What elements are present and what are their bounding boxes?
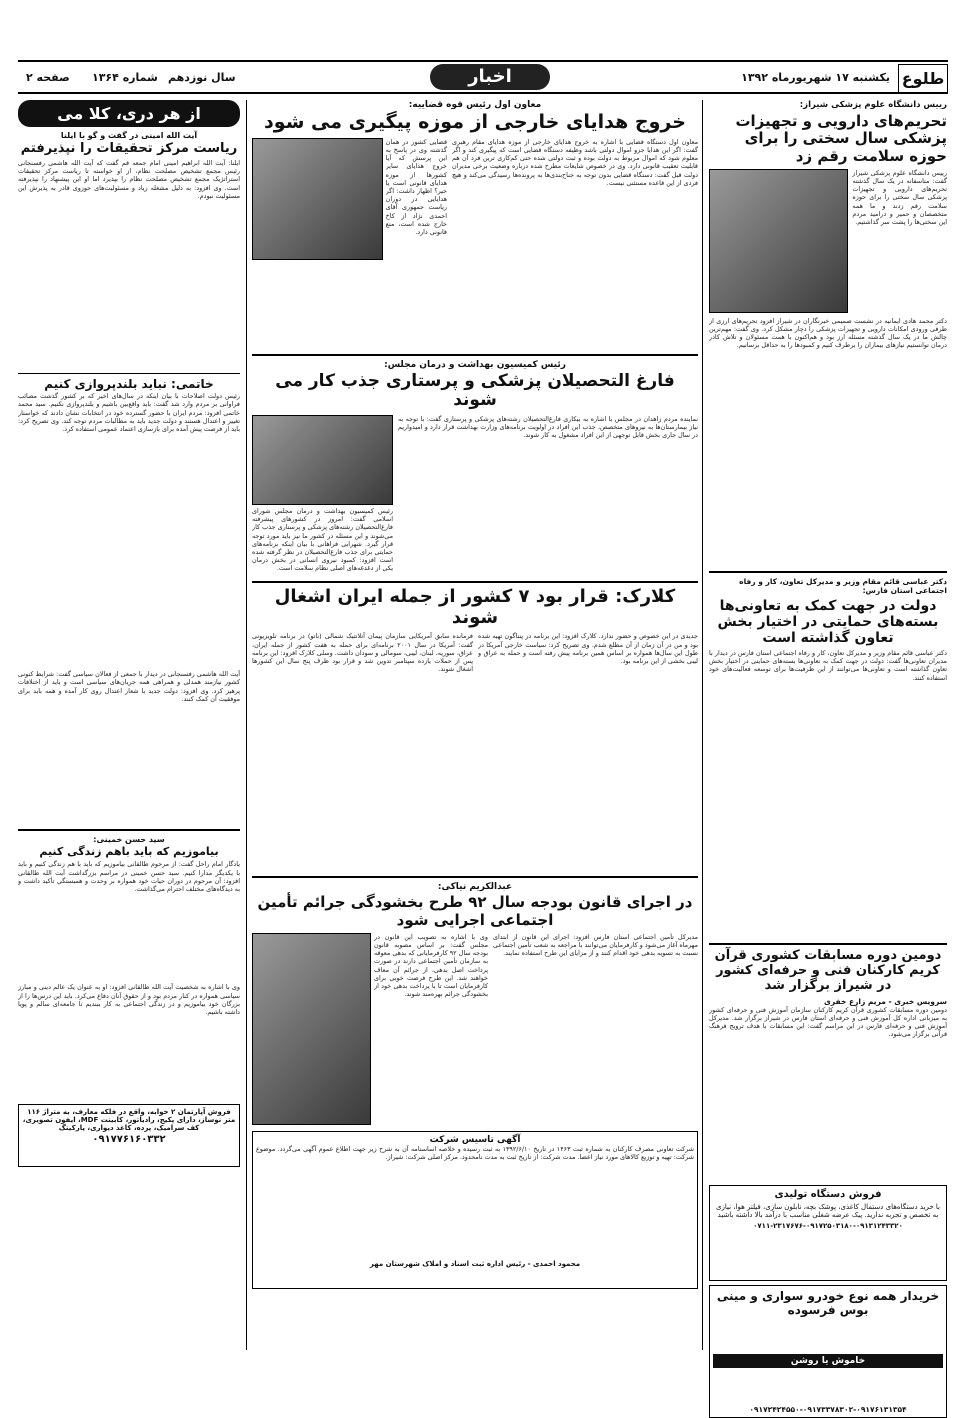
article-headline: خروج هدایای خارجی از موزه پیگیری می شود (264, 111, 686, 133)
legal-notice (252, 1131, 698, 1289)
article-body: رییس دانشگاه علوم پزشکی شیراز گفت: متاسفانه در یک سال گذشته تحریم‌های دارویی و تجهیزات پزشکی سال سختی را برای حوزه سلامت رقم زدند و ما همه متخصصان و حمیر و درامید مردم این سختی‌ها را پشت سر گذاشتیم. (852, 168, 947, 226)
article-kicker: رییس دانشگاه علوم پزشکی شیراز: (799, 100, 947, 110)
advertisement (18, 1104, 240, 1167)
masthead (18, 60, 948, 94)
ad-text: فروش آپارتمان ۲ خوابه، واقع در فلکه معارف، به متراژ ۱۱۶ متر نوساز، دارای پکیج، رادیاتور، کابینت MDF، ایفون تصویری، کف سرامیک، پرده، کاغذ دیواری، پارکینگ (22, 1108, 236, 1133)
article-body: دکتر عباسی قائم مقام وزیر و مدیرکل تعاون، کار و رفاه اجتماعی استان فارس در دیدار با مدیران تعاونی‌ها گفت: دولت در جهت کمک به تعاونی‌ها بسته‌های حمایتی در اختیار بخش تعاون گذاشته است و تعاونی‌ها می‌توانند از این ظرفیت‌ها برای توسعه فعالیت‌های خود استفاده کنند. (709, 649, 947, 682)
article-body: ایلنا: آیت الله ابراهیم امینی امام جمعه قم گفت که آیت الله هاشمی رفسنجانی رئیس مجمع تشخیص مصلحت نظام، از او خواسته تا ریاست مرکز تحقیقات استراتژیک مجمع تشخیص مصلحت نظام را بپذیرد اما او این پیشنهاد را نپذیرفته است. وی افزود: به دلیل مشغله زیاد و مسئولیت‌های حوزوی قادر به پذیرش این مسئولیت نبودم. (18, 158, 240, 200)
article-photo (252, 415, 393, 505)
article-photo (252, 138, 383, 260)
article-headline: دولت در جهت کمک به تعاونی‌ها بسته‌های حمایتی در اختیار بخش تعاون گذاشته است (717, 597, 939, 646)
ad-phone: ۰۷۱۱-۲۳۱۷۶۷۶-۰۹۱۷۲۵۰۳۱۸۰-۰۹۱۳۱۲۴۳۳۲۰ (753, 1221, 903, 1230)
article-body: رئیس کمیسیون بهداشت و درمان مجلس شورای اسلامی گفت: امروز در کشورهای پیشرفته فارغ‌التحصیلان رشته‌های پزشکی و پرستاری جذب کار می‌شوند و این مسئله در کشور ما نیز باید مورد توجه قرار گیرد. شهرابی فراهانی با بیان اینکه برنامه‌های حمایتی برای جذب فارغ‌التحصیلان در نظر گرفته شده است افزود: کمبود نیروی انسانی در بخش درمان یکی از دغدغه‌های اصلی نظام سلامت است. (252, 506, 393, 573)
article-headline: خاتمی: نباید بلندپروازی کنیم (44, 377, 214, 392)
article-kicker: سید حسن خمینی: (93, 834, 165, 844)
article-photo (252, 933, 371, 1125)
advertisement (709, 1285, 947, 1418)
article-body: وی با اشاره به تصویب این قانون در مجلس گفت: بر اساس مصوبه قانون بودجه سال ۹۲ کارفرمایانی که بدهی معوقه به سازمان تأمین اجتماعی دارند در صورت پرداخت اصل بدهی، از جرائم آن معاف خواهند شد. این طرح فرصت خوبی برای کارفرمایان است تا با پرداخت بدهی خود از بخشودگی جرائم بهره‌مند شوند. (373, 932, 488, 999)
article-headline: در اجرای قانون بودجه سال ۹۲ طرح بخشودگی جرائم تأمین اجتماعی اجرایی شود (257, 893, 693, 929)
article-body: دکتر محمد هادی ایمانیه در نشست صمیمی خبرنگاران در شیراز افزود تحریم‌های ارزی از طرفی ورودی امکانات دارویی و تجهیزات پزشکی را دچار مشکل کرد. وی گفت: مهم‌ترین چالش ما در یک سال گذشته مسئله ارز بود و هم‌اکنون با همت مسئولان و تلاش کادر درمان توانستیم نیازهای بیماران را برطرف کنیم و کمبودها را به حداقل برسانیم. (709, 316, 947, 350)
center-column (252, 100, 698, 1350)
column-divider-right (702, 100, 703, 1350)
article-body: مدیرکل تأمین اجتماعی استان فارس افزود: اجرای این قانون از ابتدای مهرماه آغاز می‌شود و کارفرمایان می‌توانند با مراجعه به شعب تأمین اجتماعی نسبت به تسویه بدهی خود اقدام کنند و از مزایای این طرح استفاده نمایند. (493, 932, 698, 958)
article-kicker: آیت الله امینی در گفت و گو با ایلنا (60, 131, 198, 140)
divider (709, 571, 947, 573)
divider (18, 373, 240, 375)
ad-title: خریدار همه نوع خودرو سواری و مینی بوس فرسوده (716, 1288, 940, 1317)
ad-phone: ۰۹۱۷۲۴۲۴۵۵۰-۰۹۱۷۳۳۷۸۳۰۲-۰۹۱۷۶۱۳۱۳۵۴ (749, 1404, 907, 1414)
right-column (709, 100, 947, 1414)
divider (709, 943, 947, 945)
article-headline: فارغ التحصیلان پزشکی و پرستاری جذب کار می شوند (275, 370, 675, 411)
advertisement (709, 1185, 947, 1281)
newspaper-logo: طلوع (898, 64, 948, 94)
article-body: معاون اول دستگاه قضایی با اشاره به خروج هدایای خارجی از موزه هدایای مقام رهبری گفت: اگر این هدایا جزو اموال دولتی باشد وظیفه دستگاه قضایی است که پیگیری کند و اگر معلوم شود که اموال مربوط به دولت بوده و ثبت دولتی شده حتی کم‌کاری ترین فرد آن هم قابلیت تعقیب قانونی دارد. وی در خصوص شایعات مطرح شده درباره وضعیت برخی مدیران دولت قبل گفت: دستگاه قضایی بدون توجه به جناح‌بندی‌ها به پرونده‌ها رسیدگی می‌کند و هیچ فردی از این قاعده مستثنی نیست. (452, 137, 698, 187)
article-body: دومین دوره مسابقات کشوری قرآن کریم کارکنان سازمان آموزش فنی و حرفه‌ای کشور به میزبانی اداره کل آموزش فنی و حرفه‌ای استان فارس در شیراز برگزار شد. مدیرکل آموزش فنی و حرفه‌ای فارس در این مراسم گفت: این مسابقات با هدف ترویج فرهنگ قرآنی برگزار می‌شود. (709, 1005, 947, 1039)
article-body: آیت الله هاشمی رفسنجانی در دیدار با جمعی از فعالان سیاسی گفت: شرایط کنونی کشور نیازمند همدلی و همراهی همه جریان‌های سیاسی است و باید از اختلافات پرهیز کرد. وی افزود: دولت جدید با شعار اعتدال روی کار آمده و همه باید برای موفقیت آن کمک کنند. (18, 670, 240, 703)
article-headline: ریاست مرکز تحقیقات را نپذیرفتم (20, 141, 238, 156)
article-headline: بیاموزیم که باید باهم زندگی کنیم (39, 844, 219, 858)
article-body: جدیدی در این خصوص و حضور ندارد. کلارک افزود: این برنامه در پنتاگون تهیه شده بود و من در آن زمان از آن مطلع شدم. وی تصریح کرد: سیاست خارجی آمریکا در طول این سال‌ها همواره بر اساس همین برنامه پیش رفته است و حمله به عراق و لیبی بخشی از این برنامه بود. (478, 632, 698, 665)
article-body: رئیس دولت اصلاحات با بیان اینکه در سال‌های اخیر که بر کشور گذشت مصائب فراوانی بر مردم وارد شد گفت: باید واقع‌بین باشیم و بلندپروازی نکنیم. سید محمد خاتمی افزود: مردم ایران با حضور گسترده خود در انتخابات نشان دادند که خواستار تغییر و اعتدال هستند و دولت جدید باید به مطالبات مردم توجه کند. وی تصریح کرد: باید از فرصت پیش آمده برای بازسازی اعتماد عمومی استفاده کرد. (18, 392, 240, 434)
ad-text: با خرید دستگاه‌های دستمال کاغذی، پوشک بچه، نابلون سازی، فیلتر هوا، نیازی به تخصص و تجربه ندارید. پیک عرضه شغلی مناسب با درآمد بالا داشته باشید (715, 1202, 941, 1219)
ad-title: فروش دستگاه تولیدی (774, 1188, 882, 1200)
ad-subtitle: خاموش یا روشن (713, 1354, 943, 1368)
notice-signature: محمود احمدی - رئیس اداره ثبت اسناد و املاک شهرستان مهر (369, 1259, 581, 1268)
article-headline: دومین دوره مسابقات کشوری قرآن کریم کارکنان فنی و حرفه‌ای کشور در شیراز برگزار شد (714, 948, 942, 993)
article-kicker: دکتر عباسی قائم مقام وزیر و مدیرکل تعاون، کار و رفاه اجتماعی استان فارس: (739, 576, 947, 595)
notice-title: آگهی تاسیس شرکت (429, 1134, 521, 1145)
issue-date: یکشنبه ۱۷ شهریورماه ۱۳۹۲ (741, 71, 890, 84)
ad-phone: ۰۹۱۷۷۶۱۶۰۳۳۲ (92, 1134, 166, 1146)
divider (252, 876, 698, 878)
divider (252, 581, 698, 583)
left-column (18, 100, 240, 1350)
section-title: اخبار (430, 64, 550, 90)
article-body: قضایی کشور در همان گذشته وی در پاسخ به این پرسش که آیا خروج هدایای سایر کشورها از موزه هدایای قانونی است یا خیر؟ اظهار داشت: اگر هدایایی در دوران ریاست جمهوری آقای احمدی نژاد از کاخ خارج شده است، منع قانونی دارد. (385, 137, 447, 237)
notice-body: شرکت تعاونی مصرف کارکنان به شماره ثبت ۱۴۶۳ در تاریخ ۱۳۹۲/۶/۱۰ به ثبت رسیده و خلاصه اساسنامه آن به شرح زیر جهت اطلاع عموم آگهی می‌گردد. موضوع شرکت: تهیه و توزیع کالاهای مورد نیاز اعضا. مدت شرکت: از تاریخ ثبت به مدت نامحدود. مرکز اصلی شرکت: شیراز. (256, 1144, 694, 1162)
article-body: یادگار امام راحل گفت: از مرحوم طالقانی بیاموزیم که باید با هم زندگی کنیم و باید با یکدیگر مدارا کنیم. سید حسن خمینی در مراسم بزرگداشت آیت الله طالقانی افزود: آن مرحوم در دوران حیات خود همواره بر وحدت و همبستگی تأکید داشت و به دیدگاه‌های مختلف احترام می‌گذاشت. (18, 860, 240, 893)
issue-number: شماره ۱۳۶۴ (92, 71, 158, 84)
article-byline: سرویس خبری - مریم زارع خفری (824, 996, 947, 1006)
page-number: صفحه ۲ (26, 71, 70, 84)
article-body: فرمانده سابق آمریکایی سازمان پیمان آتلانتیک شمالی (ناتو) در برنامه تلویزیونی گفت: آمریکا در سال ۲۰۰۱ برنامه‌ای برای حمله به هفت کشور از جمله ایران، عراق، سوریه، لبنان، لیبی، سومالی و سودان داشت. وسلی کلارک افزود: این برنامه پس از حملات یازده سپتامبر تدوین شد و قرار بود ظرف پنج سال این کشورها اشغال شوند. (252, 632, 473, 674)
column-divider-left (246, 100, 247, 1350)
article-body: وی با اشاره به شخصیت آیت الله طالقانی افزود: او به عنوان یک عالم دینی و مبارز سیاسی همواره در کنار مردم بود و از حقوق آنان دفاع می‌کرد. باید این درس‌ها را از بزرگان خود بیاموزیم و در زندگی اجتماعی به کار ببندیم تا جامعه‌ای سالم و پویا داشته باشیم. (18, 983, 240, 1016)
article-body: نماینده مردم زاهدان در مجلس با اشاره به بیکاری فارغ‌التحصیلان رشته‌های پزشکی و پرستاری گفت: با توجه به نیاز بیمارستان‌ها به نیروهای متخصص، جذب این افراد در اولویت برنامه‌های وزارت بهداشت قرار دارد و امیدواریم در سال جاری بخش قابل توجهی از این افراد مشغول به کار شوند. (398, 414, 698, 440)
article-kicker: معاون اول رئیس قوه قضاییه: (408, 100, 542, 110)
column-banner: از هر دری، کلا می (18, 100, 240, 127)
article-headline: کلارک: قرار بود ۷ کشور از جمله ایران اشغال شوند (274, 585, 676, 628)
article-headline: تحریم‌های دارویی و تجهیزات پزشکی سال سختی را برای حوزه سلامت رقم زد (735, 112, 947, 165)
divider (18, 829, 240, 831)
article-kicker: رئیس کمیسیون بهداشت و درمان مجلس: (384, 359, 566, 370)
issue-volume: سال نوزدهم (168, 71, 236, 84)
article-photo (709, 169, 848, 313)
divider (252, 354, 698, 356)
article-kicker: عبدالکریم نیاکی: (437, 882, 513, 893)
